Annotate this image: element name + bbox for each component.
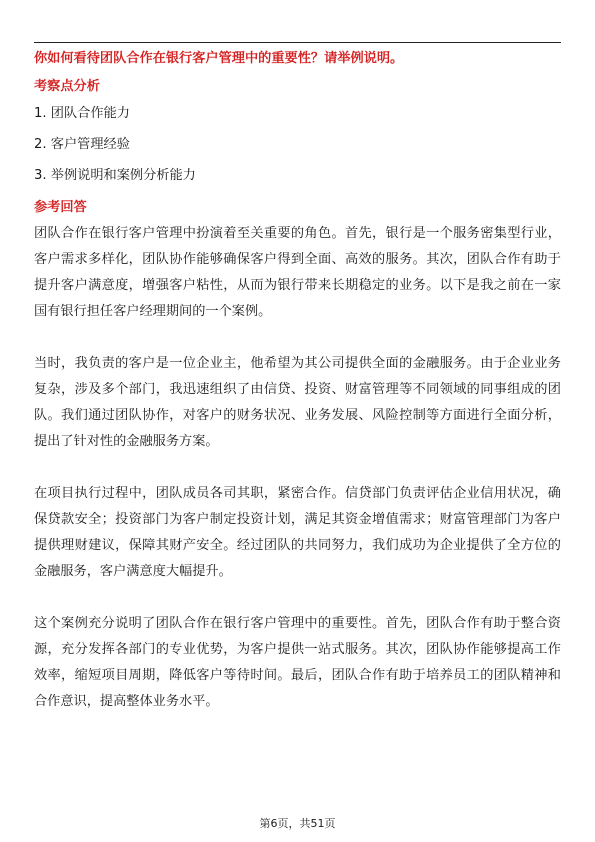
answer-paragraph-1: 团队合作在银行客户管理中扮演着至关重要的角色。首先，银行是一个服务密集型行业，客户需求多样化，团队协作能够确保客户得到全面、高效的服务。其次，团队合作有助于提升客户满意度，增强客户粘性，从而为银行带来长期稳定的业务。以下是我之前在一家国有银行担任客户经理期间的一个案例。 bbox=[34, 226, 561, 319]
document-body bbox=[34, 48, 561, 715]
answer-paragraph-3: 在项目执行过程中，团队成员各司其职，紧密合作。信贷部门负责评估企业信用状况，确保贷款安全；投资部门为客户制定投资计划，满足其资金增值需求；财富管理部门为客户提供理财建议，保障其财产安全。经过团队的共同努力，我们成功为企业提供了全方位的金融服务，客户满意度大幅提升。 bbox=[34, 486, 561, 579]
analysis-item-2: 2. 客户管理经验 bbox=[34, 137, 130, 152]
answer-paragraph-4: 这个案例充分说明了团队合作在银行客户管理中的重要性。首先，团队合作有助于整合资源，充分发挥各部门的专业优势，为客户提供一站式服务。其次，团队协作能够提高工作效率，缩短项目周期，降低客户等待时间。最后，团队合作有助于培养员工的团队精神和合作意识，提高整体业务水平。 bbox=[34, 616, 561, 709]
answer-heading: 参考回答 bbox=[34, 200, 87, 215]
answer-paragraph-2: 当时，我负责的客户是一位企业主，他希望为其公司提供全面的金融服务。由于企业业务复杂，涉及多个部门，我迅速组织了由信贷、投资、财富管理等不同领域的同事组成的团队。我们通过团队协作，对客户的财务状况、业务发展、风险控制等方面进行全面分析，提出了针对性的金融服务方案。 bbox=[34, 356, 561, 449]
page-number: 第6页，共51页 bbox=[259, 817, 336, 830]
analysis-item-3: 3. 举例说明和案例分析能力 bbox=[34, 168, 196, 183]
analysis-list bbox=[34, 104, 561, 186]
header-rule bbox=[34, 42, 561, 43]
question-title: 你如何看待团队合作在银行客户管理中的重要性？请举例说明。 bbox=[34, 51, 404, 66]
analysis-item-1: 1. 团队合作能力 bbox=[34, 106, 130, 121]
analysis-heading: 考察点分析 bbox=[34, 79, 100, 94]
answer-body bbox=[34, 221, 561, 715]
